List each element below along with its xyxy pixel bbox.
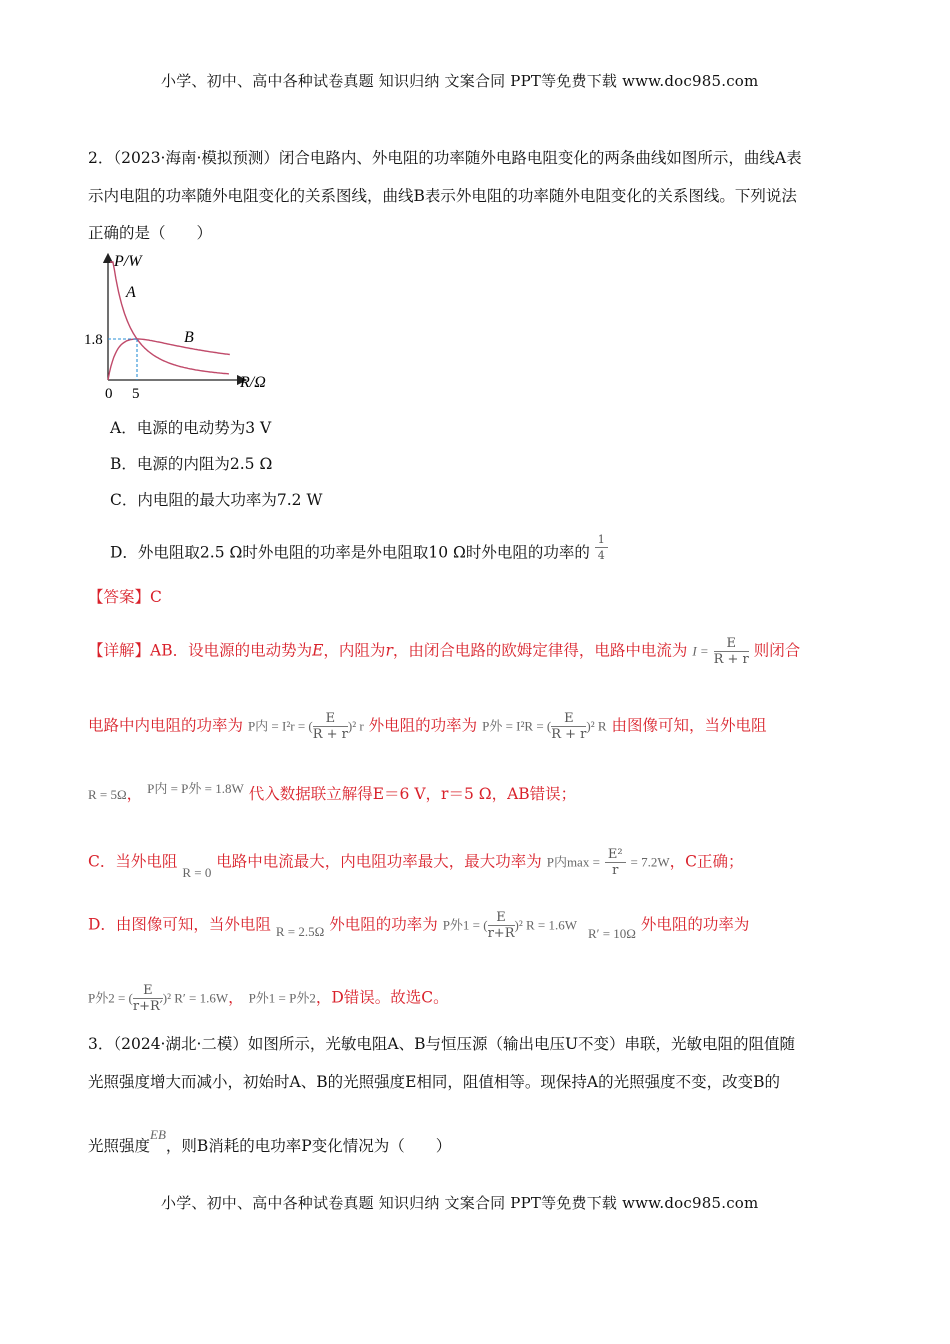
formula-fraction bbox=[488, 910, 515, 941]
numerator: E bbox=[714, 636, 749, 652]
q3-line1: 3．（2024·湖北·二模）如图所示，光敏电阻A、B与恒压源（输出电压U不变）串联，光敏电阻的阻值随 bbox=[88, 1035, 796, 1053]
power-resistance-chart bbox=[80, 250, 290, 402]
formula-fraction bbox=[133, 983, 163, 1014]
denominator: R + r bbox=[713, 652, 749, 667]
formula-tail: )² R bbox=[586, 718, 607, 734]
option-d-numerator: 1 bbox=[595, 532, 608, 548]
detail-text: E＝6 V，r＝5 Ω，AB错误； bbox=[372, 785, 577, 803]
option-d-fraction bbox=[595, 532, 608, 563]
numerator: E bbox=[488, 910, 515, 926]
page-footer: 小学、初中、高中各种试卷真题 知识归纳 文案合同 PPT等免费下载 www.doc985.com bbox=[161, 1194, 759, 1212]
detail-text: ， bbox=[126, 785, 143, 803]
formula-fraction bbox=[551, 711, 586, 742]
option-c: C．内电阻的最大功率为7.2 W bbox=[110, 491, 323, 509]
curve-b bbox=[108, 339, 230, 380]
y-axis-label: P/W bbox=[114, 253, 142, 270]
formula-p-outer: P外 = I²R = ( bbox=[482, 718, 552, 734]
formula-r5: R = 5Ω bbox=[88, 787, 127, 802]
curve-b-label: B bbox=[184, 329, 194, 346]
denominator: r bbox=[612, 863, 619, 878]
q2-line2: 示内电阻的功率随外电阻变化的关系图线，曲线B表示外电阻的功率随外电阻变化的关系图线。下列说法 bbox=[88, 187, 797, 205]
option-b: B．电源的内阻为2.5 Ω bbox=[110, 455, 273, 473]
formula-p1: P外1 = ( bbox=[442, 917, 488, 933]
denominator: r+R bbox=[487, 926, 515, 941]
detail-text: 由图像可知，当外电阻 bbox=[611, 716, 767, 735]
detail-text: 电路中电流最大，内电阻功率最大，最大功率为 bbox=[216, 852, 542, 871]
curve-a-label: A bbox=[126, 284, 136, 301]
x-axis-label: R/Ω bbox=[240, 374, 266, 391]
origin-label: 0 bbox=[105, 386, 113, 402]
formula-tail: )² R = 1.6W bbox=[514, 917, 577, 933]
detail-text: ，C正确； bbox=[669, 852, 744, 871]
formula-r25: R = 2.5Ω bbox=[275, 923, 325, 939]
q3-text: 光照强度 bbox=[88, 1137, 151, 1155]
q3-line2: 光照强度增大而减小，初始时A、B的光照强度E相同，阻值相等。现保持A的光照强度不变，改变B的 bbox=[88, 1073, 780, 1091]
formula-fraction bbox=[605, 847, 626, 878]
numerator: E bbox=[133, 983, 163, 999]
x-tick-label: 5 bbox=[132, 386, 140, 402]
denominator: R + r bbox=[551, 727, 587, 742]
numerator: E bbox=[313, 711, 348, 727]
formula-r0: R = 0 bbox=[182, 864, 212, 880]
q2-line1: 2．（2023·海南·模拟预测）闭合电路内、外电阻的功率随外电路电阻变化的两条曲线如图所示，曲线A表 bbox=[88, 149, 802, 167]
detail-text: 外电阻的功率为 bbox=[640, 915, 750, 934]
denominator: r+R′ bbox=[132, 999, 163, 1014]
detail-text: ，内阻为 bbox=[323, 641, 386, 660]
detail-text: ，D错误。故选C。 bbox=[315, 988, 449, 1007]
detail-text: 【详解】AB．设电源的电动势为 bbox=[88, 641, 313, 660]
detail-text: 则闭合 bbox=[753, 641, 801, 660]
option-d bbox=[110, 533, 608, 569]
formula-p2: P外2 = ( bbox=[88, 990, 133, 1006]
option-a: A．电源的电动势为3 V bbox=[110, 419, 272, 437]
answer: 【答案】C bbox=[88, 588, 162, 606]
formula-tail: = 7.2W bbox=[630, 854, 670, 870]
formula-r10: R′ = 10Ω bbox=[587, 925, 636, 941]
denominator: R + r bbox=[312, 727, 348, 742]
detail-text: D．由图像可知，当外电阻 bbox=[88, 915, 271, 934]
curve-a bbox=[110, 262, 229, 374]
detail-text: 代入数据联立解得 bbox=[248, 785, 373, 803]
formula-eb: EB bbox=[150, 1127, 166, 1142]
formula-current-fraction bbox=[714, 636, 749, 667]
detail-text: ， bbox=[228, 988, 244, 1007]
formula-p-equal: P外1 = P外2 bbox=[248, 990, 316, 1006]
detail-line-2 bbox=[88, 711, 767, 742]
formula-p-inner: P内 = I²r = ( bbox=[247, 718, 313, 734]
detail-text: 外电阻的功率为 bbox=[368, 716, 478, 735]
detail-line-6 bbox=[88, 983, 449, 1014]
detail-line-3 bbox=[88, 781, 577, 805]
q3-text: ，则B消耗的电功率P变化情况为（ ） bbox=[165, 1137, 452, 1155]
y-tick-label: 1.8 bbox=[84, 332, 103, 348]
q2-line3: 正确的是（ ） bbox=[88, 224, 213, 242]
numerator: E bbox=[551, 711, 586, 727]
formula-tail: )² r bbox=[347, 718, 364, 734]
detail-line-1 bbox=[88, 636, 800, 667]
detail-text: 电路中内电阻的功率为 bbox=[88, 716, 244, 735]
formula-pmax: P内max = bbox=[546, 854, 600, 870]
option-d-denominator: 4 bbox=[597, 549, 605, 562]
option-d-text: D．外电阻取2.5 Ω时外电阻的功率是外电阻取10 Ω时外电阻的功率的 bbox=[110, 543, 590, 562]
formula-current: I = bbox=[692, 643, 709, 659]
formula-tail: )² R′ = 1.6W bbox=[162, 990, 229, 1006]
formula-equal-power: P内 = P外 = 1.8W bbox=[147, 781, 244, 796]
formula-fraction bbox=[313, 711, 348, 742]
detail-text: ，由闭合电路的欧姆定律得，电路中电流为 bbox=[392, 641, 688, 660]
detail-var-e: E bbox=[312, 641, 324, 660]
detail-line-4 bbox=[88, 847, 743, 878]
detail-text: 外电阻的功率为 bbox=[329, 915, 438, 934]
q3-line3 bbox=[88, 1127, 452, 1157]
numerator: E² bbox=[605, 847, 626, 863]
page-header: 小学、初中、高中各种试卷真题 知识归纳 文案合同 PPT等免费下载 www.doc985.com bbox=[161, 72, 759, 90]
detail-var-r: r bbox=[385, 641, 393, 660]
detail-line-5 bbox=[88, 910, 749, 941]
detail-text: C．当外电阻 bbox=[88, 852, 178, 871]
